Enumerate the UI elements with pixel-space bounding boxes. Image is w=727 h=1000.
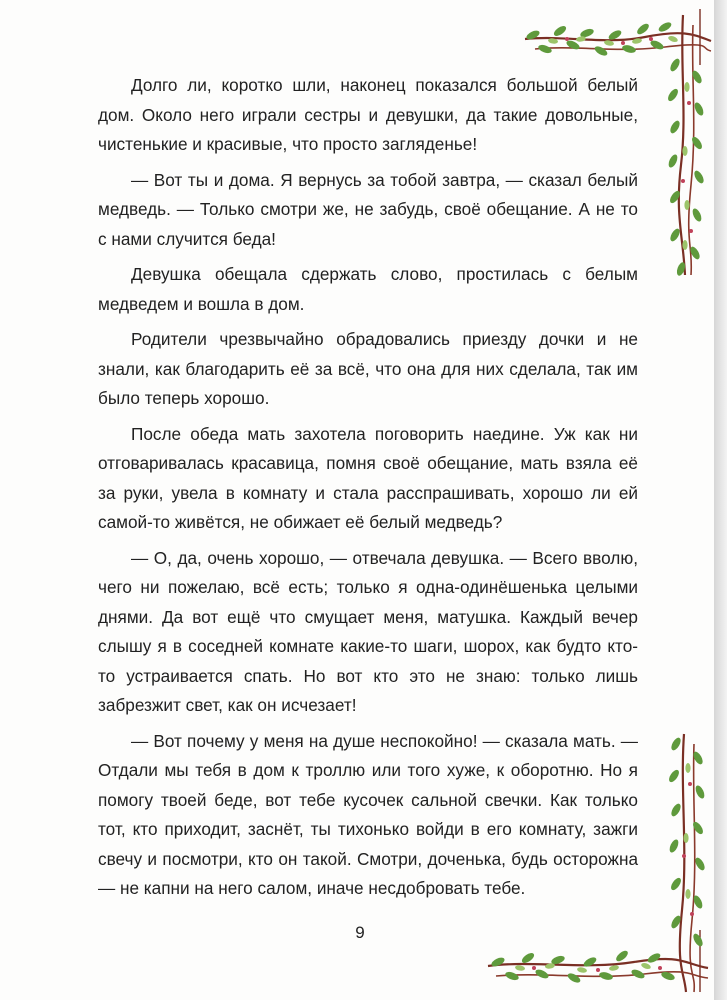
paragraph: — Вот почему у меня на душе неспокойно! — сказала мать. — Отдали мы тебя в дом к троллю или того хуже, к оборотню. Но я помогу твоей беде, вот тебе кусочек сальной свечки. Как только тот, кто приходит, заснёт, ты тихонько войди в его комнату, зажги свечу и посмотри, кто он такой. Смотри, доченька, будь осторожна — не капни на него салом, иначе несдобровать тебе.: [98, 730, 638, 898]
paragraph: Родители чрезвычайно обрадовались приезду дочки и не знали, как благодарить её за всё, что она для них сделала, так им было теперь хорошо.: [98, 329, 638, 408]
paragraph: Девушка обещала сдержать слово, простилась с белым медведем и вошла в дом.: [98, 264, 638, 314]
paragraph: Долго ли, коротко шли, наконец показался большой белый дом. Около него играли сестры и девушки, да такие довольные, чистенькие и красивые, что просто загляденье!: [98, 75, 638, 154]
paragraph: — Вот ты и дома. Я вернусь за тобой завтра, — сказал белый медведь. — Только смотри же, не забудь, своё обещание. А не то с нами случится беда!: [98, 169, 638, 249]
story-text: [98, 71, 638, 910]
page-number: 9: [355, 923, 365, 942]
paragraph: — О, да, очень хорошо, — отвечала девушка. — Всего вволю, чего ни пожелаю, всё есть; только я одна-одинёшенька целыми днями. Да вот ещё что смущает меня, матушка. Каждый вечер слышу я в соседней комнате какие-то шаги, шорох, как будто кто-то устраивается спать. Но вот кто это не знаю: только лишь забрезжит свет, как он исчезает!: [98, 547, 638, 715]
paragraph: После обеда мать захотела поговорить наедине. Уж как ни отговаривалась красавица, помня своё обещание, мать взяла её за руки, увела в комнату и стала расспрашивать, хорошо ли ей самой-то живётся, не обижает её белый медведь?: [98, 423, 638, 532]
page-edge: [714, 0, 727, 1000]
